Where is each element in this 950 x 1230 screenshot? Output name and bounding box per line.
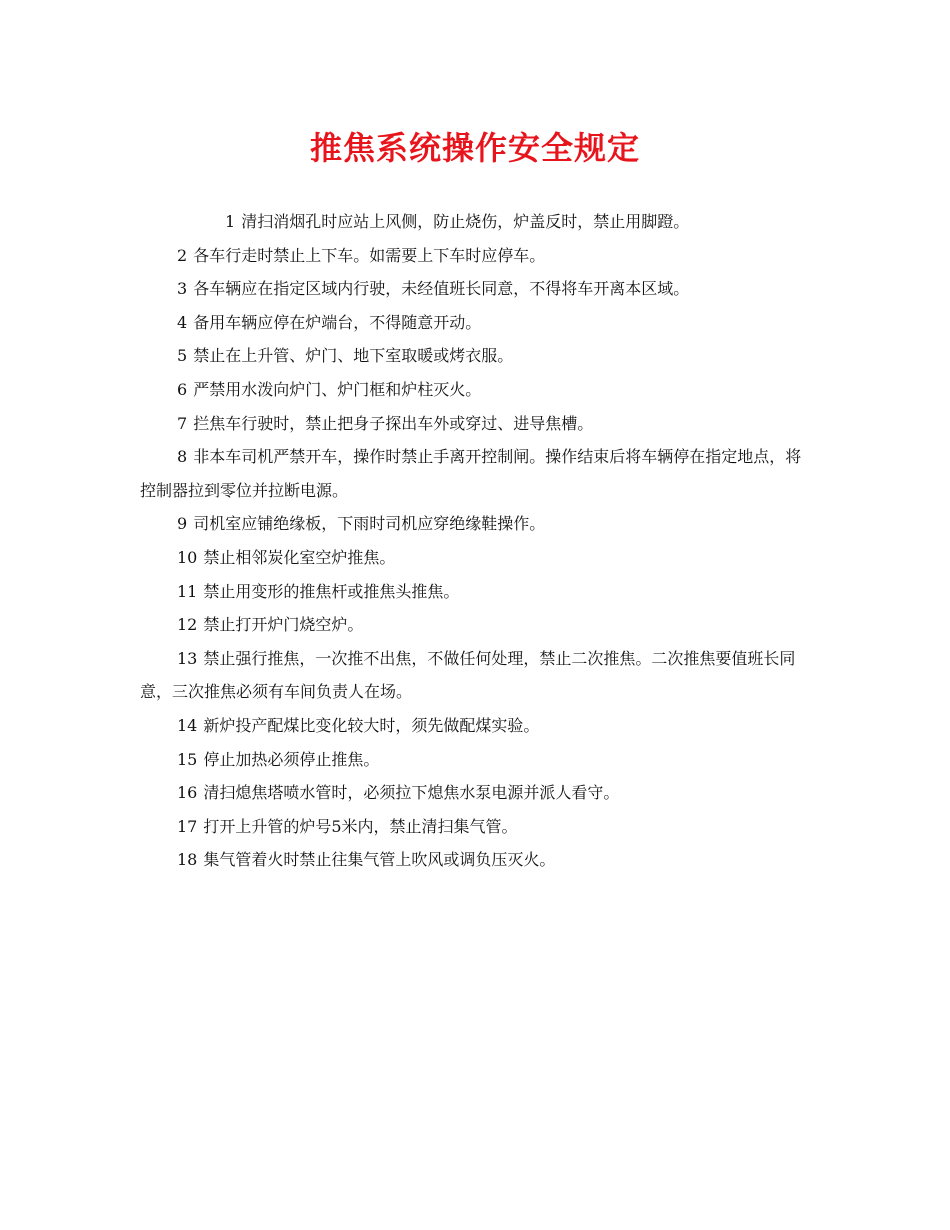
rule-number: 13 xyxy=(177,648,198,668)
rule-text: 集气管着火时禁止往集气管上吹风或调负压灭火。 xyxy=(203,850,556,870)
rule-text: 司机室应铺绝缘板，下雨时司机应穿绝缘鞋操作。 xyxy=(193,514,546,534)
rule-number: 5 xyxy=(177,346,188,366)
rule-number: 10 xyxy=(177,547,198,567)
rule-number: 14 xyxy=(177,715,198,735)
rule-item xyxy=(140,608,816,642)
rule-item xyxy=(140,575,816,609)
rule-text: 禁止用变形的推焦杆或推焦头推焦。 xyxy=(203,581,460,601)
rule-item xyxy=(140,642,816,709)
rule-number: 12 xyxy=(177,615,198,635)
rule-text: 各车辆应在指定区域内行驶，未经值班长同意，不得将车开离本区域。 xyxy=(193,279,690,299)
rule-number: 6 xyxy=(177,379,188,399)
rule-text: 禁止强行推焦，一次推不出焦，不做任何处理，禁止二次推焦。二次推焦要值班长同意，三次推焦必须有车间负责人在场。 xyxy=(140,648,796,702)
rule-number: 15 xyxy=(177,749,198,769)
rule-item xyxy=(140,776,816,810)
rule-item xyxy=(140,373,816,407)
rule-number: 3 xyxy=(177,279,188,299)
rule-number: 11 xyxy=(177,581,198,601)
rule-number: 2 xyxy=(177,245,188,265)
rule-item xyxy=(140,507,816,541)
document-body xyxy=(140,205,816,877)
rule-text: 严禁用水泼向炉门、炉门框和炉柱灭火。 xyxy=(193,379,482,399)
rule-item xyxy=(140,407,816,441)
rule-item xyxy=(140,440,816,507)
rule-item xyxy=(140,709,816,743)
rule-item xyxy=(140,306,816,340)
rule-item xyxy=(140,239,816,273)
document-title: 推焦系统操作安全规定 xyxy=(309,129,640,167)
rule-number: 9 xyxy=(177,514,188,534)
rule-text: 停止加热必须停止推焦。 xyxy=(203,749,380,769)
rule-number: 17 xyxy=(177,816,198,836)
rule-text: 清扫消烟孔时应站上风侧，防止烧伤，炉盖反时，禁止用脚蹬。 xyxy=(241,212,690,231)
rule-number: 4 xyxy=(177,312,188,332)
rule-number: 18 xyxy=(177,850,198,870)
rule-text: 清扫熄焦塔喷水管时，必须拉下熄焦水泵电源并派人看守。 xyxy=(203,783,620,803)
rule-item xyxy=(140,810,816,844)
rule-text: 非本车司机严禁开车，操作时禁止手离开控制闸。操作结束后将车辆停在指定地点，将控制器拉到零位并拉断电源。 xyxy=(140,447,802,500)
rule-text: 禁止打开炉门烧空炉。 xyxy=(203,615,364,635)
rule-number: 16 xyxy=(177,783,198,803)
rule-text: 打开上升管的炉号5米内，禁止清扫集气管。 xyxy=(203,816,518,836)
rule-number: 8 xyxy=(177,447,188,467)
rule-item xyxy=(140,339,816,373)
rule-text: 各车行走时禁止上下车。如需要上下车时应停车。 xyxy=(193,245,546,265)
rule-item xyxy=(140,541,816,575)
rule-number: 1 xyxy=(225,212,236,231)
rule-number: 7 xyxy=(177,413,188,433)
rule-item xyxy=(140,843,816,877)
rule-text: 禁止相邻炭化室空炉推焦。 xyxy=(203,547,396,567)
rule-item xyxy=(140,205,816,239)
rule-item xyxy=(140,272,816,306)
rule-item xyxy=(140,743,816,777)
rule-text: 新炉投产配煤比变化较大时，须先做配煤实验。 xyxy=(203,715,540,735)
rule-text: 禁止在上升管、炉门、地下室取暖或烤衣服。 xyxy=(193,346,514,366)
rule-text: 备用车辆应停在炉端台，不得随意开动。 xyxy=(193,312,482,332)
rule-text: 拦焦车行驶时，禁止把身子探出车外或穿过、进导焦槽。 xyxy=(193,413,594,433)
